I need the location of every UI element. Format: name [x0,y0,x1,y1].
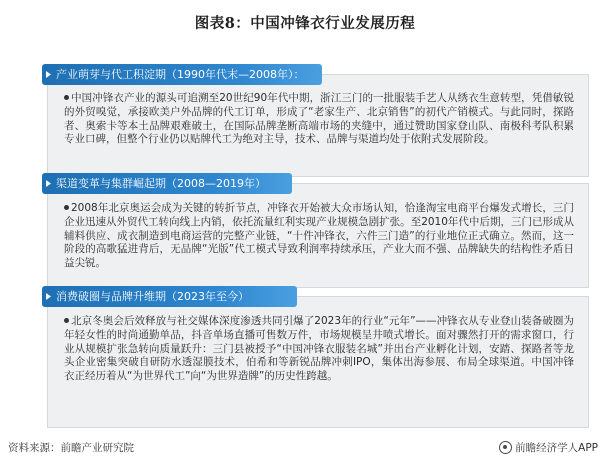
brand-mark [499,440,598,455]
phase-1-card [47,68,589,177]
phase-1-body: 中国冲锋衣产业的源头可追溯至20世纪90年代中期，浙江三门的一批服装手艺人从绣衣生意转型，凭借敏锐的外贸嗅觉，承接欧美户外品牌的代工订单，形成了“老家生产、北京销售”的初代产销模式。与此同时，探路者、奥索卡等本土品牌艰难破土，在国际品牌垄断高端市场的夹缝中，通过赞助国家登山队、南极科考队积累专业口碑，但整个行业仍以贴牌代工为绝对主导，技术、品牌与渠道均处于依附式发展阶段。 [64,92,574,146]
phase-2-body: 2008年北京奥运会成为关键的转折节点，冲锋衣开始被大众市场认知，恰逢淘宝电商平台爆发式增长，三门企业迅速从外贸代工转向线上内销，依托流量红利实现产业规模急剧扩张。至2010年代中后期，三门已形成从辅料供应、成衣制造到电商运营的完整产业链，“十件冲锋衣，六件三门造”的行业地位正式确立。然而，这一阶段的高歌猛进背后，无品牌“光版”代工模式导致利润率持续承压，产业大而不强、品牌缺失的结构性矛盾日益尖锐。 [64,202,574,270]
bullet-dot-icon [64,318,69,323]
phase-1-body-block [64,92,574,147]
footer [0,438,610,458]
phase-3-card [47,290,589,428]
phase-3-body: 北京冬奥会后效释放与社交媒体深度渗透共同引爆了2023年的行业“元年”——冲锋衣从专业登山装备破圈为年轻女性的时尚通勤单品，抖音单场直播可售数万件，市场规模呈井喷式增长。面对骤然打开的需求窗口，行业从规模扩张急转向质量跃升：三门县被授予“中国冲锋衣服装名城”并出台产业孵化计划，安踏、探路者等龙头企业密集突破自研防水透湿膜技术，伯希和等新锐品牌冲刺IPO，集体出海参展、布局全球渠道。中国冲锋衣正经历着从“为世界代工”向“为世界造牌”的历史性跨越。 [64,315,574,383]
brand-logo-icon [499,441,512,454]
bullet-dot-icon [64,95,69,100]
bullet-dot-icon [64,205,69,210]
source-note: 资料来源：前瞻产业研究院 [8,442,134,454]
brand-name: 前瞻经济学人APP [515,442,598,454]
phase-2-heading: 渠道变革与集群崛起期（2008—2019年） [42,173,292,194]
phase-2-card [47,177,589,288]
phase-1-heading: 产业萌芽与代工积淀期（1990年代末—2008年）： [42,64,322,85]
phase-3-body-block [64,315,574,384]
figure-title: 图表8：中国冲锋衣行业发展历程 [194,15,416,32]
phase-2-body-block [64,202,574,271]
phase-3-heading: 消费破圈与品牌升维期（2023年至今） [42,286,297,307]
